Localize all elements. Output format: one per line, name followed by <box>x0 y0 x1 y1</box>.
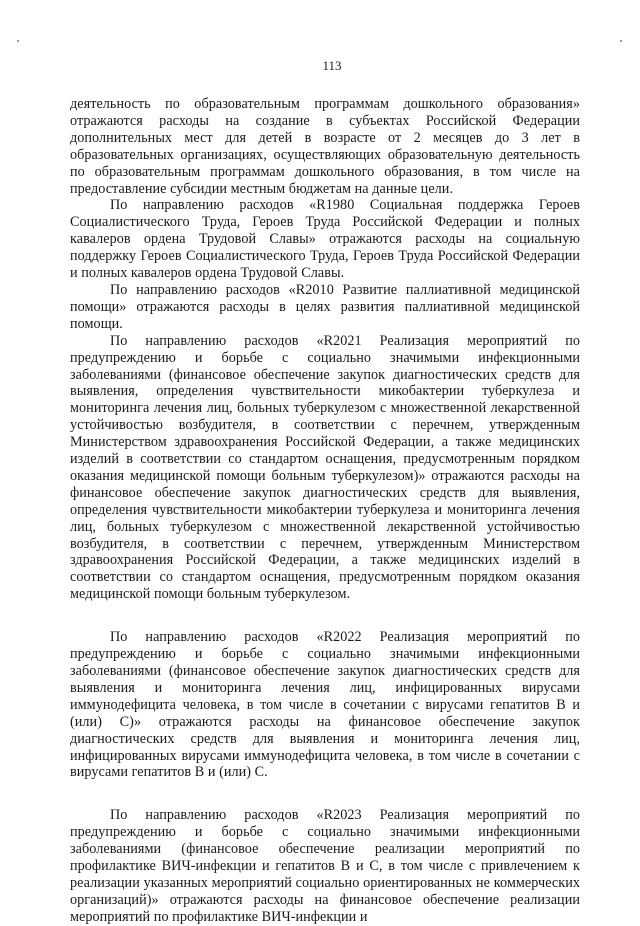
paragraph-r2023: По направлению расходов «R2023 Реализация мероприятий по предупреждению и борьбе с социально значимыми инфекционными заболеваниями (финансовое обеспечение реализации мероприятий по профилактике ВИЧ-инфекции и гепатитов В и С, в том числе с привлечением к реализации указанных мероприятий социально ориентированных не коммерческих организаций)» отражаются расходы на финансовое обеспечение реализации мероприятий по профилактике ВИЧ-инфекции и <box>70 807 580 925</box>
document-page <box>70 58 580 926</box>
paragraph-r2022: По направлению расходов «R2022 Реализация мероприятий по предупреждению и борьбе с социально значимыми инфекционными заболеваниями (финансовое обеспечение закупок диагностических средств для выявления и мониторинга лечения лиц, инфицированных вирусами иммунодефицита человека, в том числе в сочетании с вирусами гепатитов В и (или) С)» отражаются расходы на финансовое обеспечение закупок диагностических средств для выявления и мониторинга лечения лиц, инфицированных вирусами иммунодефицита человека, в том числе в сочетании с вирусами гепатитов В и (или) С. <box>70 629 580 781</box>
page-number: 113 <box>322 58 342 73</box>
scan-speck <box>620 40 622 42</box>
paragraph-r2010: По направлению расходов «R2010 Развитие паллиативной медицинской помощи» отражаются расходы в целях развития паллиативной медицинской помощи. <box>70 281 580 332</box>
paragraph-r1980: По направлению расходов «R1980 Социальная поддержка Героев Социалистического Труда, Героев Труда Российской Федерации и полных кавалеров ордена Трудовой Славы» отражаются расходы на социальную поддержку Героев Социалистического Труда, Героев Труда Российской Федерации и полных кавалеров ордена Трудовой Славы. <box>70 197 580 282</box>
paragraph-preschool-education: деятельность по образовательным программам дошкольного образования» отражаются расходы на создание в субъектах Российской Федерации дополнительных мест для детей в возрасте от 2 месяцев до 3 лет в образовательных организациях, осуществляющих образовательную деятельность по образовательным программам дошкольного образования, в том числе на предоставление субсидии местным бюджетам на данные цели. <box>70 96 580 197</box>
scan-speck <box>17 40 19 42</box>
paragraph-r2021: По направлению расходов «R2021 Реализация мероприятий по предупреждению и борьбе с социально значимыми инфекционными заболеваниями (финансовое обеспечение закупок диагностических средств для выявления, определения чувствительности микобактерии туберкулеза и мониторинга лечения лиц, больных туберкулезом с множественной лекарственной устойчивостью возбудителя, в соответствии с перечнем, утвержденным Министерством здравоохранения Российской Федерации, а также медицинских изделий в соответствии со стандартом оснащения, предусмотренным порядком оказания медицинской помощи больным туберкулезом)» отражаются расходы на финансовое обеспечение закупок диагностических средств для выявления, определения чувствительности микобактерии туберкулеза и мониторинга лечения лиц, больных туберкулезом с множественной лекарственной устойчивостью возбудителя, в соответствии с перечнем, утвержденным Министерством здравоохранения Российской Федерации, а также медицинских изделий в соответствии со стандартом оснащения, предусмотренным порядком оказания медицинской помощи больным туберкулезом. <box>70 332 580 603</box>
